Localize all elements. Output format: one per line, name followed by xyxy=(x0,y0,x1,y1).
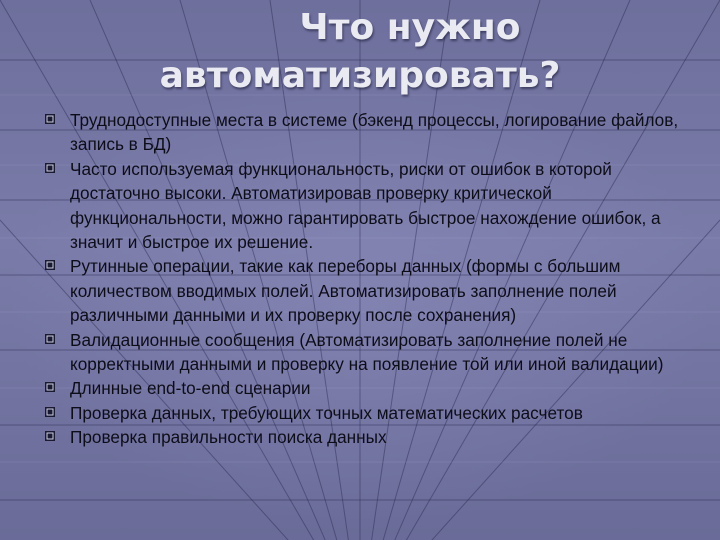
list-item-text: Часто используемая функциональность, риски от ошибок в которой достаточно высоки. Автоматизировав проверку критической функциональности, можно гарантировать быстрое нахождение ошибок, а значит и быстрое их решение. xyxy=(70,158,661,253)
square-bullet-icon xyxy=(44,406,56,418)
list-item xyxy=(44,108,700,157)
list-item xyxy=(44,425,700,449)
square-bullet-icon xyxy=(44,259,56,271)
list-item xyxy=(44,401,700,425)
square-bullet-icon xyxy=(44,381,56,393)
list-item-text: Проверка данных, требующих точных математических расчетов xyxy=(70,402,583,423)
square-bullet-icon xyxy=(44,430,56,442)
list-item-text: Длинные end-to-end сценарии xyxy=(70,378,311,399)
slide-title xyxy=(0,0,720,100)
square-bullet-icon xyxy=(44,162,56,174)
slide-title-line-1: Что нужно xyxy=(299,7,521,48)
list-item-text: Рутинные операции, такие как переборы данных (формы с большим количеством вводимых полей. Автоматизировать заполнение полей различными данными и их проверку после сохранения) xyxy=(70,256,621,326)
slide-title-line-2: автоматизировать? xyxy=(159,55,561,96)
list-item xyxy=(44,328,700,377)
list-item-text: Труднодоступные места в системе (бэкенд процессы, логирование файлов, запись в БД) xyxy=(70,110,679,155)
square-bullet-icon xyxy=(44,333,56,345)
bullet-list xyxy=(44,108,700,450)
square-bullet-icon xyxy=(44,113,56,125)
list-item-text: Проверка правильности поиска данных xyxy=(70,427,387,448)
list-item-text: Валидационные сообщения (Автоматизировать заполнение полей не корректными данными и проверку на появление той или иной валидации) xyxy=(70,329,664,375)
list-item xyxy=(44,157,700,255)
list-item xyxy=(44,254,700,327)
list-item xyxy=(44,376,700,400)
